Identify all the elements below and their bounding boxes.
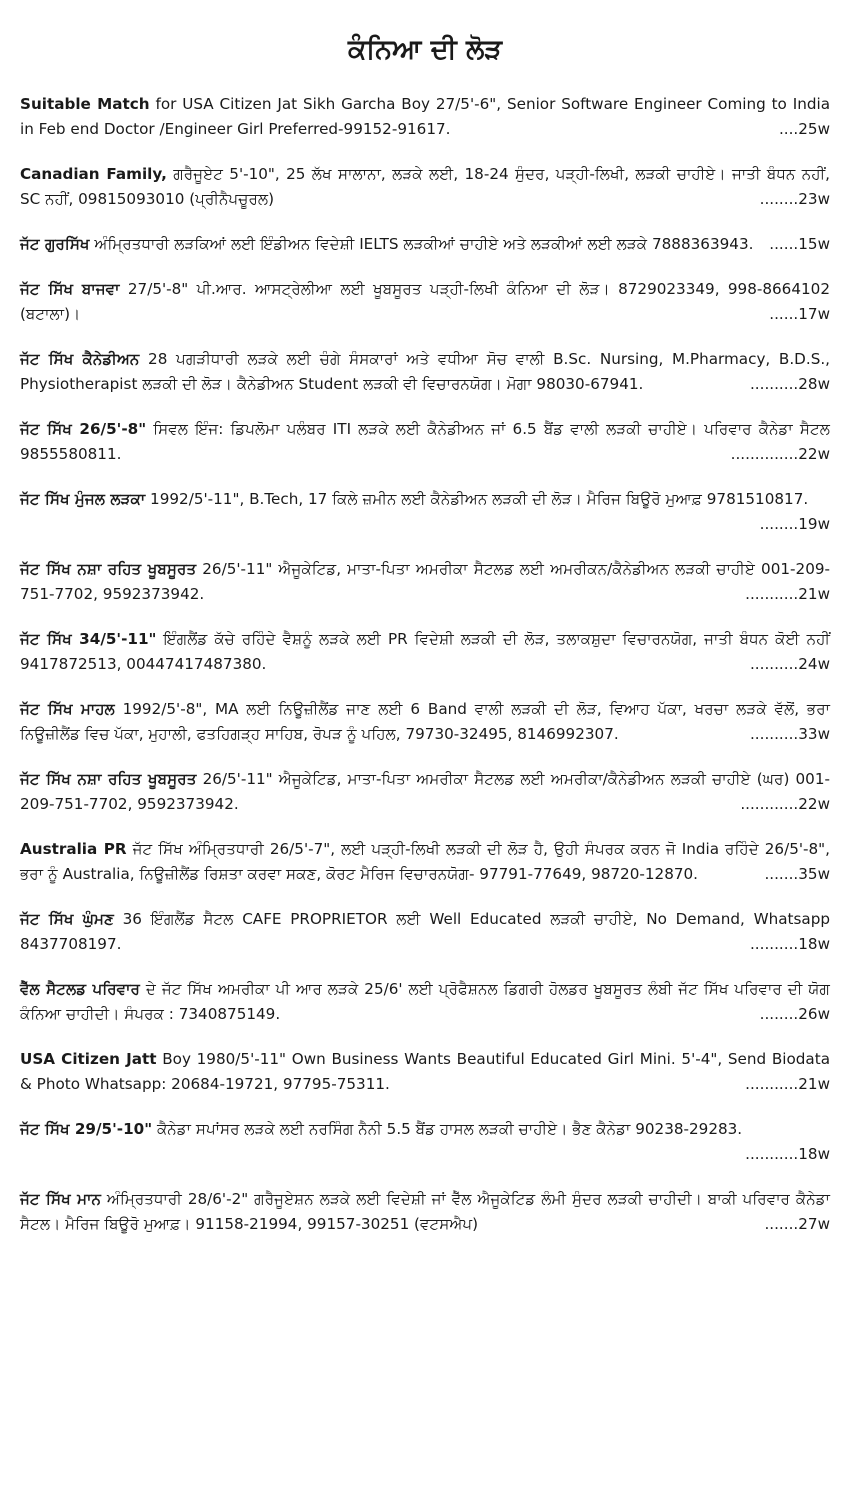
- ad-code: ........26w: [759, 1005, 830, 1023]
- ad-heading: ਜੱਟ ਸਿੱਖ ਕੈਨੇਡੀਅਨ: [20, 350, 140, 368]
- ad-entry: [20, 697, 830, 747]
- ad-heading: ਜੱਟ ਸਿੱਖ ਘੁੰਮਣ: [20, 910, 114, 928]
- ad-heading: ਜੱਟ ਸਿੱਖ ਮਾਹਲ: [20, 700, 115, 718]
- ad-entry: [20, 92, 830, 142]
- ad-body: ਗਰੈਜੂਏਟ 5'-10", 25 ਲੱਖ ਸਾਲਾਨਾ, ਲੜਕੇ ਲਈ, 18-24 ਸੁੰਦਰ, ਪੜ੍ਹੀ-ਲਿਖੀ, ਲੜਕੀ ਚਾਹੀਏ। ਜਾਤੀ ਬੰਧਨ ਨਹੀਂ, SC ਨਹੀਂ, 09815093010 (ਪ੍ਰੀਨੈਪਚੂਰਲ): [20, 165, 830, 208]
- ad-code: ...........18w: [745, 1145, 830, 1163]
- ad-heading: Suitable Match: [20, 95, 150, 113]
- ad-code: ......17w: [769, 305, 830, 323]
- ad-body: ਜੱਟ ਸਿੱਖ ਅੰਮ੍ਰਿਤਧਾਰੀ 26/5'-7", ਲਈ ਪੜ੍ਹੀ-ਲਿਖੀ ਲੜਕੀ ਦੀ ਲੋੜ ਹੈ, ਉਹੀ ਸੰਪਰਕ ਕਰਨ ਜੋ India ਰਹਿੰਦੇ 26/5'-8", ਭਰਾ ਨੂੰ Australia, ਨਿਊਜ਼ੀਲੈਂਡ ਰਿਸ਼ਤਾ ਕਰਵਾ ਸਕਣ, ਕੋਰਟ ਮੈਰਿਜ ਵਿਚਾਰਨਯੋਗ- 97791-77649, 98720-12870.: [20, 840, 830, 883]
- ad-code: ..........33w: [749, 725, 830, 743]
- ad-code: ....25w: [778, 120, 830, 138]
- ad-body: 27/5'-8" ਪੀ.ਆਰ. ਆਸਟ੍ਰੇਲੀਆ ਲਈ ਖੂਬਸੂਰਤ ਪੜ੍ਹੀ-ਲਿਖੀ ਕੰਨਿਆ ਦੀ ਲੋੜ। 8729023349, 998-8664102 (ਬਟਾਲਾ)।: [20, 280, 831, 323]
- ad-heading: ਜੱਟ ਸਿੱਖ ਨਸ਼ਾ ਰਹਿਤ ਖੂਬਸੂਰਤ: [20, 770, 197, 788]
- ad-code: .......35w: [764, 865, 830, 883]
- ad-code: ........23w: [759, 190, 830, 208]
- ad-body: 26/5'-11" ਐਜੂਕੇਟਿਡ, ਮਾਤਾ-ਪਿਤਾ ਅਮਰੀਕਾ ਸੈਟਲਡ ਲਈ ਅਮਰੀਕਾ/ਕੈਨੇਡੀਅਨ ਲੜਕੀ ਚਾਹੀਏ (ਘਰ) 001-209-751-7702, 9592373942.: [20, 770, 830, 813]
- ad-entry: [20, 1187, 830, 1237]
- ad-code: ...........21w: [745, 1075, 830, 1093]
- ad-body: ਅੰਮ੍ਰਿਤਧਾਰੀ ਲੜਕਿਆਂ ਲਈ ਇੰਡੀਅਨ ਵਿਦੇਸ਼ੀ IELTS ਲੜਕੀਆਂ ਚਾਹੀਏ ਅਤੇ ਲੜਕੀਆਂ ਲਈ ਲੜਕੇ 7888363943.: [89, 235, 754, 253]
- ad-entry: [20, 1047, 830, 1097]
- ad-code: ......15w: [769, 235, 830, 253]
- ad-entry: [20, 1117, 830, 1167]
- ad-entry: [20, 232, 830, 257]
- ad-entry: [20, 417, 830, 467]
- ad-heading: ਜੱਟ ਸਿੱਖ 26/5'-8": [20, 420, 147, 438]
- ad-entry: [20, 837, 830, 887]
- ad-body: ਸਿਵਲ ਇੰਜ: ਡਿਪਲੋਮਾ ਪਲੰਬਰ ITI ਲੜਕੇ ਲਈ ਕੈਨੇਡੀਅਨ ਜਾਂ 6.5 ਬੈਂਡ ਵਾਲੀ ਲੜਕੀ ਚਾਹੀਏ। ਪਰਿਵਾਰ ਕੈਨੇਡਾ ਸੈਟਲ 9855580811.: [20, 420, 831, 463]
- ad-entry: [20, 277, 830, 327]
- ad-entry: [20, 557, 830, 607]
- ad-heading: Canadian Family,: [20, 165, 167, 183]
- ad-code: ............22w: [740, 795, 830, 813]
- ad-code: ..........24w: [749, 655, 830, 673]
- ad-heading: ਜੱਟ ਸਿੱਖ 34/5'-11": [20, 630, 157, 648]
- ad-entry: [20, 627, 830, 677]
- ad-entry: [20, 162, 830, 212]
- ad-entry: [20, 977, 830, 1027]
- ad-body: 28 ਪਗੜੀਧਾਰੀ ਲੜਕੇ ਲਈ ਚੰਗੇ ਸੰਸਕਾਰਾਂ ਅਤੇ ਵਧੀਆ ਸੋਚ ਵਾਲੀ B.Sc. Nursing, M.Pharmacy, B.D.S., Physiotherapist ਲੜਕੀ ਦੀ ਲੋੜ। ਕੈਨੇਡੀਅਨ Student ਲੜਕੀ ਵੀ ਵਿਚਾਰਨਯੋਗ। ਮੋਗਾ 98030-67941.: [20, 350, 830, 393]
- ad-heading: ਜੱਟ ਸਿੱਖ ਮਾਨ: [20, 1190, 101, 1208]
- ad-body: 36 ਇੰਗਲੈਂਡ ਸੈਟਲ CAFE PROPRIETOR ਲਈ Well Educated ਲੜਕੀ ਚਾਹੀਏ, No Demand, Whatsapp 8437708197.: [20, 910, 830, 953]
- ad-body: 1992/5'-8", MA ਲਈ ਨਿਊਜ਼ੀਲੈਂਡ ਜਾਣ ਲਈ 6 Band ਵਾਲੀ ਲੜਕੀ ਦੀ ਲੋੜ, ਵਿਆਹ ਪੱਕਾ, ਖਰਚਾ ਲੜਕੇ ਵੱਲੋਂ, ਭਰਾ ਨਿਊਜ਼ੀਲੈਂਡ ਵਿਚ ਪੱਕਾ, ਮੁਹਾਲੀ, ਫਤਹਿਗੜ੍ਹ ਸਾਹਿਬ, ਰੋਪੜ ਨੂੰ ਪਹਿਲ, 79730-32495, 8146992307.: [20, 700, 830, 743]
- ad-entry: [20, 767, 830, 817]
- ad-entry: [20, 907, 830, 957]
- ad-heading: ਜੱਟ ਸਿੱਖ ਮੁੰਜਲ ਲੜਕਾ: [20, 490, 146, 508]
- ad-code: ..........18w: [749, 935, 830, 953]
- ad-heading: ਜੱਟ ਸਿੱਖ ਨਸ਼ਾ ਰਹਿਤ ਖੂਬਸੂਰਤ: [20, 560, 197, 578]
- page-title: ਕੰਨਿਆ ਦੀ ਲੋੜ: [347, 34, 503, 65]
- ad-heading: ਵੈੱਲ ਸੈਟਲਡ ਪਰਿਵਾਰ: [20, 980, 140, 998]
- ad-code: .......27w: [764, 1215, 830, 1233]
- ad-body: Boy 1980/5'-11" Own Business Wants Beautiful Educated Girl Mini. 5'-4", Send Biodata & Photo Whatsapp: 20684-19721, 97795-75311.: [20, 1050, 831, 1093]
- ad-heading: Australia PR: [20, 840, 127, 858]
- ad-body: ਅੰਮ੍ਰਿਤਧਾਰੀ 28/6'-2" ਗਰੈਜੂਏਸ਼ਨ ਲੜਕੇ ਲਈ ਵਿਦੇਸ਼ੀ ਜਾਂ ਵੈੱਲ ਐਜੂਕੇਟਿਡ ਲੰਮੀ ਸੁੰਦਰ ਲੜਕੀ ਚਾਹੀਦੀ। ਬਾਕੀ ਪਰਿਵਾਰ ਕੈਨੇਡਾ ਸੈਟਲ। ਮੈਰਿਜ ਬਿਊਰੋ ਮੁਆਫ਼। 91158-21994, 99157-30251 (ਵਟਸਐਪ): [20, 1190, 830, 1233]
- ad-code: ........19w: [759, 515, 830, 533]
- ad-entry: [20, 347, 830, 397]
- ad-code: ..........28w: [749, 375, 830, 393]
- ad-body: ਦੇ ਜੱਟ ਸਿੱਖ ਅਮਰੀਕਾ ਪੀ ਆਰ ਲੜਕੇ 25/6' ਲਈ ਪ੍ਰੋਫੈਸ਼ਨਲ ਡਿਗਰੀ ਹੋਲਡਰ ਖੂਬਸੂਰਤ ਲੰਬੀ ਜੱਟ ਸਿੱਖ ਪਰਿਵਾਰ ਦੀ ਯੋਗ ਕੰਨਿਆ ਚਾਹੀਦੀ। ਸੰਪਰਕ : 7340875149.: [20, 980, 830, 1023]
- ad-code: ..............22w: [730, 445, 830, 463]
- ad-list: [20, 92, 830, 1237]
- ad-heading: USA Citizen Jatt: [20, 1050, 157, 1068]
- ad-heading: ਜੱਟ ਸਿੱਖ ਬਾਜਵਾ: [20, 280, 120, 298]
- ad-entry: [20, 487, 830, 537]
- ad-heading: ਜੱਟ ਸਿੱਖ 29/5'-10": [20, 1120, 153, 1138]
- ad-body: 26/5'-11" ਐਜੂਕੇਟਿਡ, ਮਾਤਾ-ਪਿਤਾ ਅਮਰੀਕਾ ਸੈਟਲਡ ਲਈ ਅਮਰੀਕਨ/ਕੈਨੇਡੀਅਨ ਲੜਕੀ ਚਾਹੀਏ 001-209-751-7702, 9592373942.: [20, 560, 830, 603]
- ad-body: for USA Citizen Jat Sikh Garcha Boy 27/5'-6", Senior Software Engineer Coming to India in Feb end Doctor /Engineer Girl Preferred-99152-91617.: [20, 95, 830, 138]
- ad-body: 1992/5'-11", B.Tech, 17 ਕਿਲੇ ਜ਼ਮੀਨ ਲਈ ਕੈਨੇਡੀਅਨ ਲੜਕੀ ਦੀ ਲੋੜ। ਮੈਰਿਜ ਬਿਊਰੋ ਮੁਆਫ਼ 9781510817.: [145, 490, 809, 508]
- ad-code: ...........21w: [745, 585, 830, 603]
- ad-body: ਇੰਗਲੈਂਡ ਕੱਚੇ ਰਹਿੰਦੇ ਵੈਸ਼ਨੂੰ ਲੜਕੇ ਲਈ PR ਵਿਦੇਸ਼ੀ ਲੜਕੀ ਦੀ ਲੋੜ, ਤਲਾਕਸ਼ੁਦਾ ਵਿਚਾਰਨਯੋਗ, ਜਾਤੀ ਬੰਧਨ ਕੋਈ ਨਹੀਂ 9417872513, 00447417487380.: [20, 630, 830, 673]
- ad-body: ਕੈਨੇਡਾ ਸਪਾਂਸਰ ਲੜਕੇ ਲਈ ਨਰਸਿੰਗ ਨੈਨੀ 5.5 ਬੈਂਡ ਹਾਸਲ ਲੜਕੀ ਚਾਹੀਏ। ਭੈਣ ਕੈਨੇਡਾ 90238-29283.: [152, 1120, 743, 1138]
- ad-heading: ਜੱਟ ਗੁਰਸਿੱਖ: [20, 235, 90, 253]
